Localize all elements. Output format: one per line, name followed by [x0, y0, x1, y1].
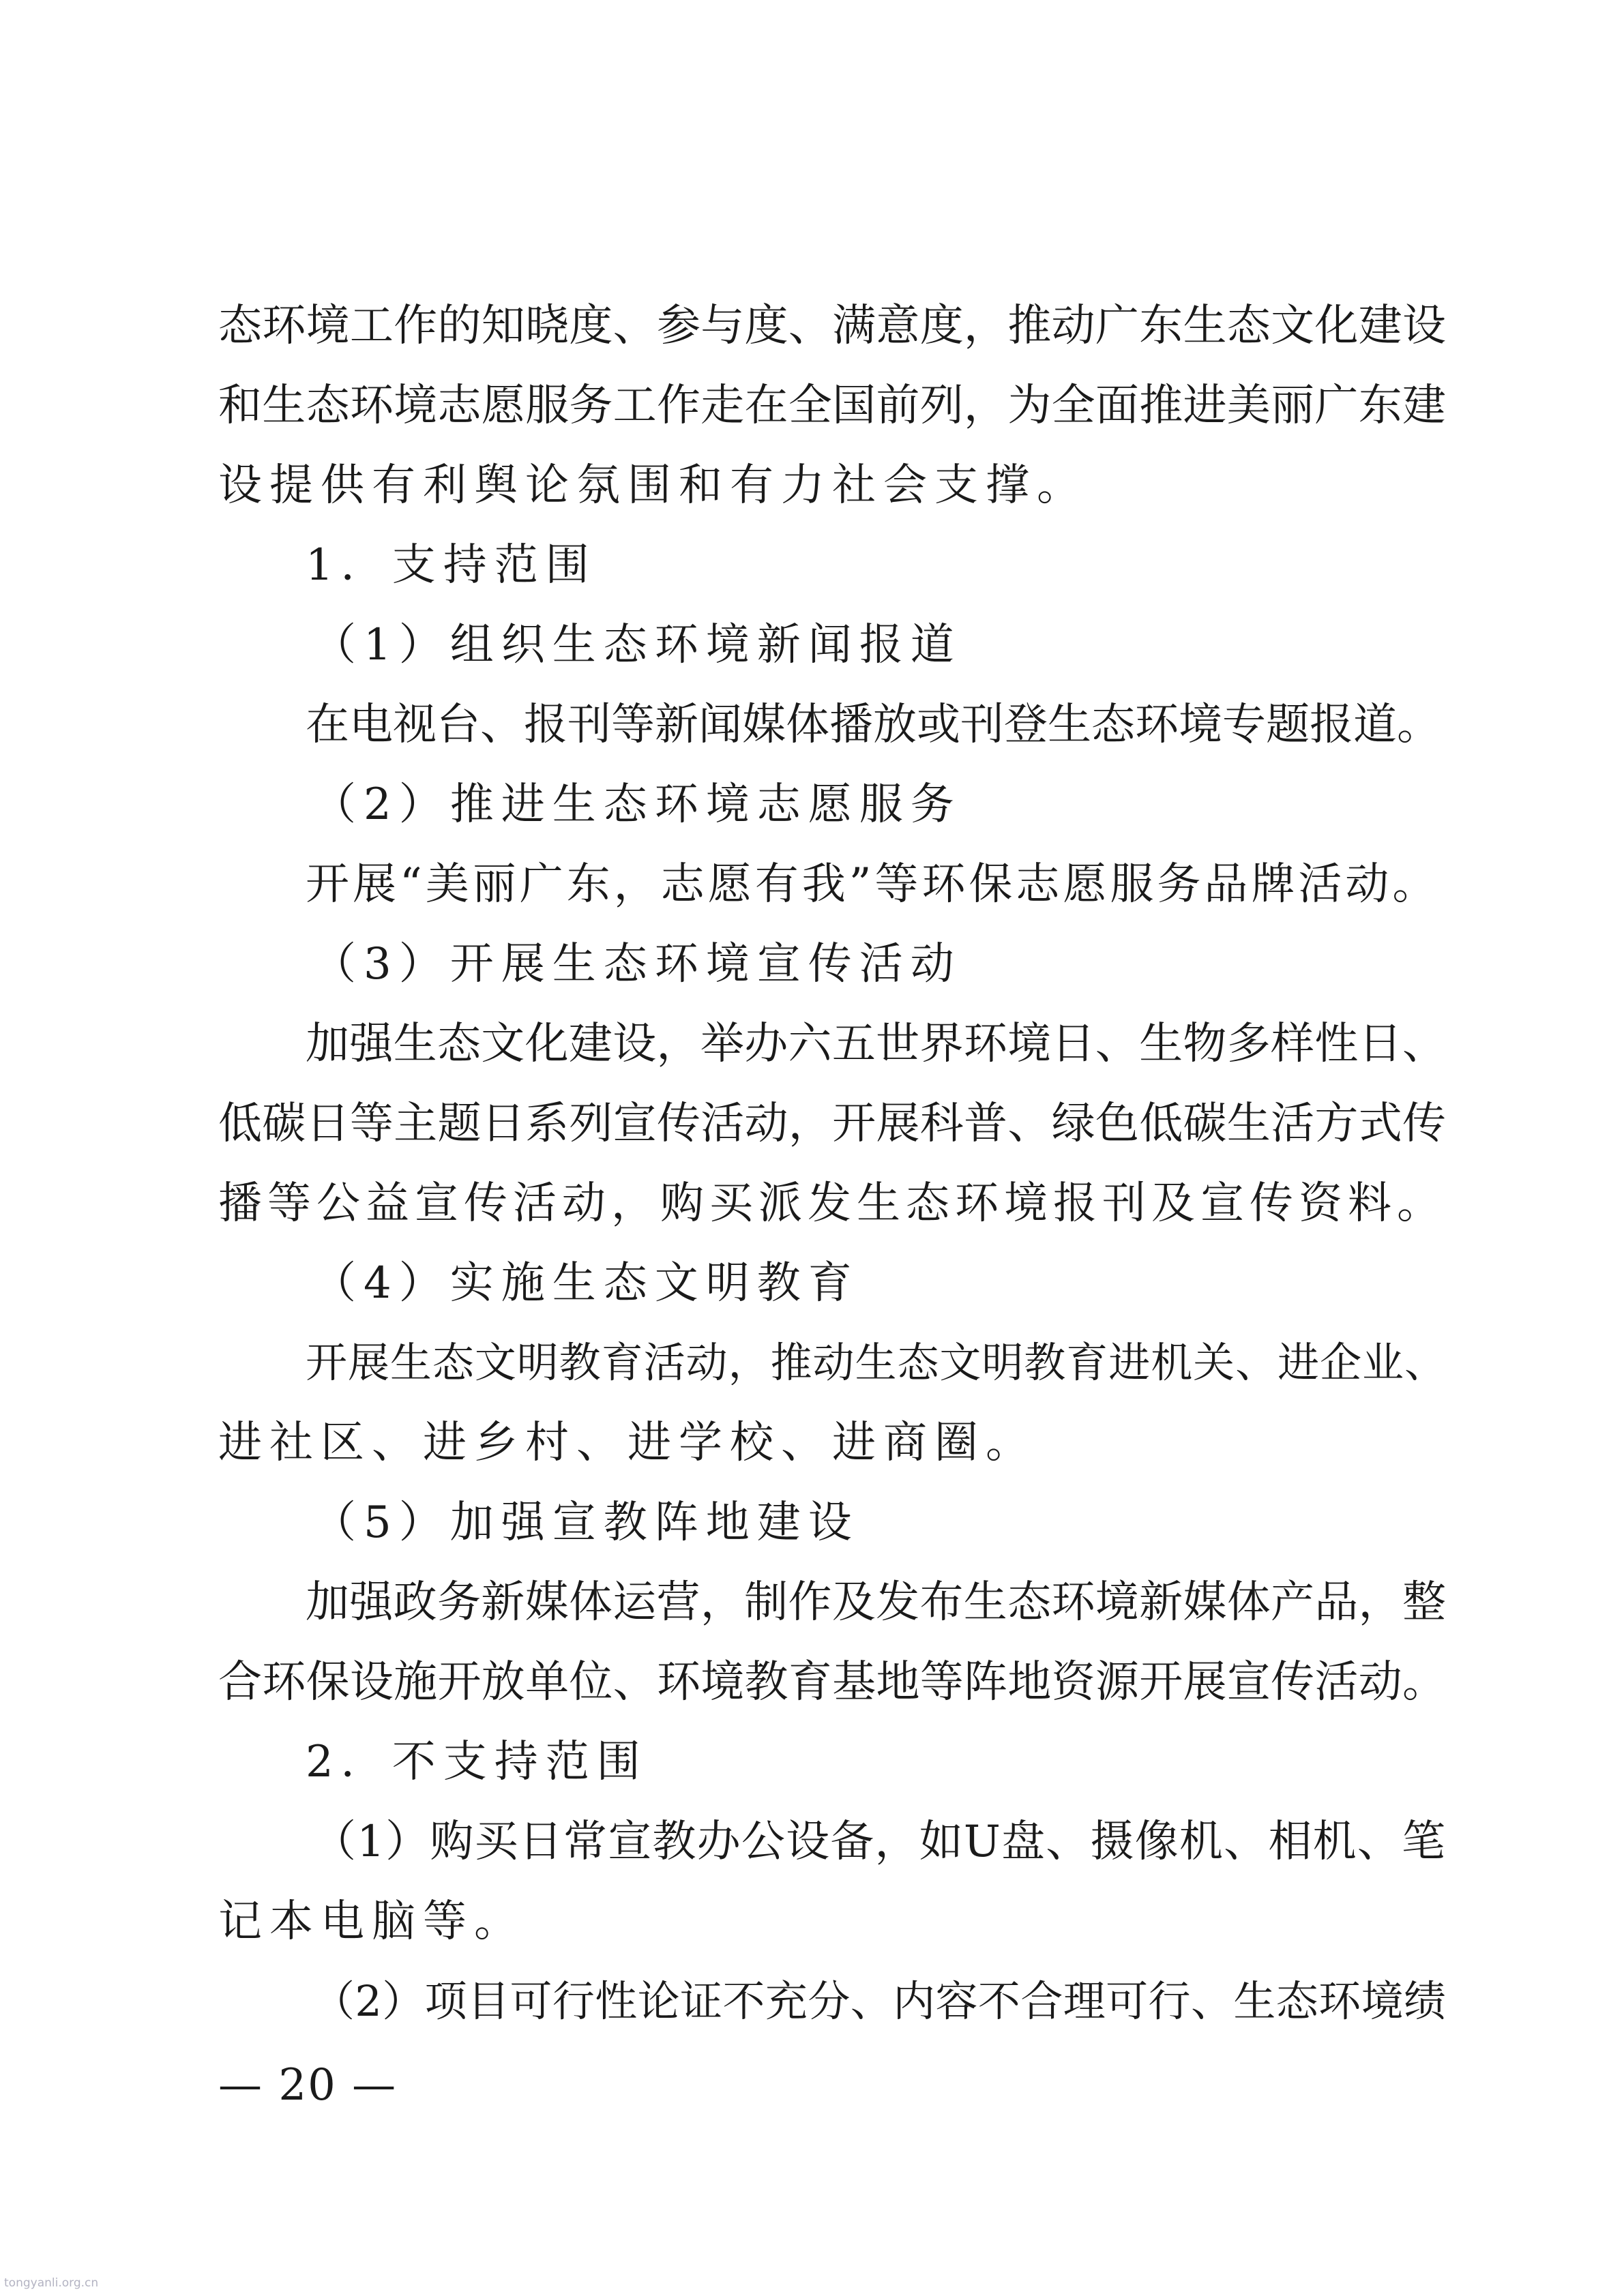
body-text-line: 态环境工作的知晓度、参与度、满意度，推动广东生态文化建设 [218, 301, 1446, 351]
body-text-line: 合环保设施开放单位、环境教育基地等阵地资源开展宣传活动。 [218, 1657, 1446, 1708]
body-text-line: 加强政务新媒体运营，制作及发布生态环境新媒体产品，整 [306, 1577, 1446, 1628]
body-text-line: 记本电脑等。 [218, 1896, 525, 1947]
section-heading: 2．不支持范围 [306, 1737, 648, 1787]
body-text-line: 在电视台、报刊等新闻媒体播放或刊登生态环境专题报道。 [306, 700, 1441, 750]
subsection-heading: （3）开展生态环境宣传活动 [312, 939, 962, 989]
body-text-line: 加强生态文化建设，举办六五世界环境日、生物多样性日、 [306, 1019, 1446, 1069]
body-text-line: （2）项目可行性论证不充分、内容不合理可行、生态环境绩 [312, 1976, 1446, 2026]
body-text-line: 和生态环境志愿服务工作走在全国前列，为全面推进美丽广东建 [218, 381, 1446, 431]
subsection-heading: （2）推进生态环境志愿服务 [312, 779, 962, 830]
watermark: tongyanli.org.cn [4, 2276, 99, 2290]
page-number: — 20 — [218, 2060, 398, 2111]
body-text-line: 设提供有利舆论氛围和有力社会支撑。 [218, 460, 1088, 511]
body-text-line: 播等公益宣传活动，购买派发生态环境报刊及宣传资料。 [218, 1178, 1446, 1229]
subsection-heading: （5）加强宣教阵地建设 [312, 1497, 859, 1548]
subsection-heading: （1）组织生态环境新闻报道 [312, 620, 962, 670]
section-heading: 1．支持范围 [306, 540, 597, 591]
body-text-line: 进社区、进乡村、进学校、进商圈。 [218, 1418, 1037, 1468]
body-text-line: 低碳日等主题日系列宣传活动，开展科普、绿色低碳生活方式传 [218, 1099, 1446, 1149]
subsection-heading: （4）实施生态文明教育 [312, 1258, 859, 1309]
body-text-line: （1）购买日常宣教办公设备，如U盘、摄像机、相机、笔 [312, 1817, 1446, 1867]
body-text-line: 开展“美丽广东，志愿有我”等环保志愿服务品牌活动。 [306, 859, 1440, 910]
body-text-line: 开展生态文明教育活动，推动生态文明教育进机关、进企业、 [306, 1339, 1446, 1387]
